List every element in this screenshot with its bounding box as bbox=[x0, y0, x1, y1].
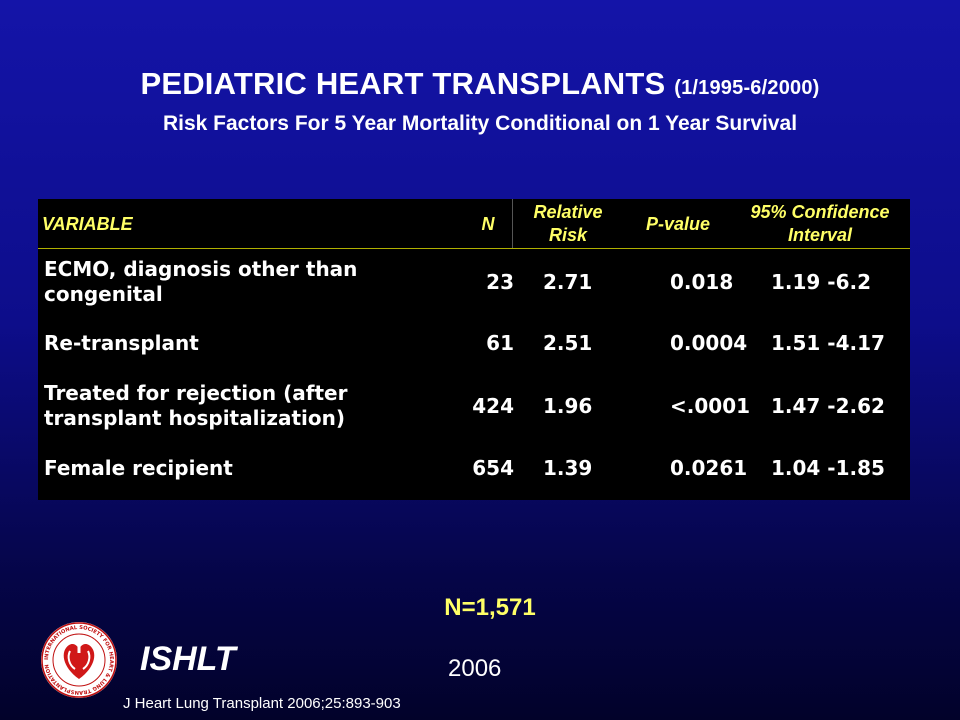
cell-n: 424 bbox=[472, 394, 514, 418]
year-label: 2006 bbox=[448, 655, 502, 682]
svg-text:INTERNATIONAL SOCIETY FOR HEAR: INTERNATIONAL SOCIETY FOR HEART & LUNG TRANSPLANTATION bbox=[43, 624, 115, 696]
table-row bbox=[38, 443, 910, 493]
title-date-range: (1/1995-6/2000) bbox=[674, 77, 820, 99]
cell-p-value: 0.0004 bbox=[670, 331, 748, 355]
cell-n: 654 bbox=[472, 456, 514, 480]
cell-p-value: 0.0261 bbox=[670, 456, 748, 480]
cell-variable: Re-transplant bbox=[44, 330, 199, 355]
table-row bbox=[38, 251, 910, 313]
cell-variable: Treated for rejection (after transplant hospitalization) bbox=[44, 381, 348, 430]
cell-relative-risk: 2.51 bbox=[543, 331, 593, 355]
cell-relative-risk: 2.71 bbox=[543, 270, 593, 294]
header-confidence-interval: 95% Confidence Interval bbox=[750, 202, 890, 245]
title-main: PEDIATRIC HEART TRANSPLANTS bbox=[140, 66, 666, 101]
table-row bbox=[38, 317, 910, 369]
sample-size-total: N=1,571 bbox=[444, 594, 536, 621]
cell-variable: Female recipient bbox=[44, 455, 233, 480]
page-subtitle: Risk Factors For 5 Year Mortality Conditional on 1 Year Survival bbox=[162, 112, 798, 135]
cell-n: 23 bbox=[486, 270, 514, 294]
cell-ci: 1.19 -6.2 bbox=[771, 270, 872, 294]
cell-relative-risk: 1.96 bbox=[543, 394, 593, 418]
cell-ci: 1.04 -1.85 bbox=[771, 456, 885, 480]
org-name: ISHLT bbox=[140, 640, 236, 678]
header-n: N bbox=[481, 213, 495, 234]
cell-p-value: 0.018 bbox=[670, 270, 734, 294]
header-divider bbox=[512, 199, 513, 249]
header-p-value: P-value bbox=[645, 213, 711, 234]
header-rule bbox=[38, 248, 910, 249]
page-title bbox=[0, 66, 960, 102]
cell-n: 61 bbox=[486, 331, 514, 355]
cell-relative-risk: 1.39 bbox=[543, 456, 593, 480]
citation: J Heart Lung Transplant 2006;25:893-903 bbox=[123, 695, 401, 712]
header-variable: VARIABLE bbox=[42, 213, 133, 234]
header-relative-risk: Relative Risk bbox=[533, 202, 603, 245]
cell-ci: 1.47 -2.62 bbox=[771, 394, 885, 418]
cell-p-value: <.0001 bbox=[670, 394, 751, 418]
table-row bbox=[38, 375, 910, 437]
cell-ci: 1.51 -4.17 bbox=[771, 331, 885, 355]
risk-factors-table bbox=[38, 199, 910, 500]
heart-lung-seal-icon bbox=[40, 621, 118, 699]
cell-variable: ECMO, diagnosis other than congenital bbox=[44, 257, 358, 306]
